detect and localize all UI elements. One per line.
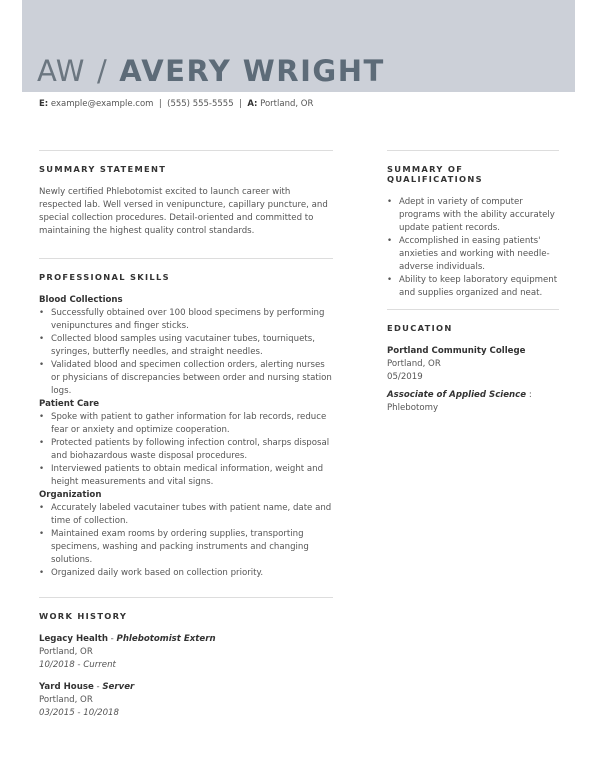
address: Portland, OR: [260, 99, 314, 109]
list-item: • Organized daily work based on collection priority.: [39, 567, 333, 580]
job-entry: Yard House - Server Portland, OR 03/2015 - 10/2018: [39, 681, 333, 720]
skill-group-title: Blood Collections: [39, 295, 123, 305]
skills-section: PROFESSIONAL SKILLS Blood Collections • Successfully obtained over 100 blood specimens by performing venipunctures and finger sticks. • Collected blood samples using vacutainer tubes, tourniquets, syringes, butterfly needles, and straight needles. • Validated blood and specimen collection orders, alerting nurses or physicians of discrepancies between order and nursing station logs. Patient Care • Spoke with patient to gather information for lab records, reduce fear or anxiety and optimize cooperation. • Protected patients by following infection control, sharps disposal and biohazardous waste disposal procedures. • Interviewed patients to obtain medical information, weight and height measurements and vital signs. Organization • Accurately labeled vacutainer tubes with patient name, date and time of collection. • Maintained exam rooms by ordering supplies, transporting specimens, washing and packing instruments and changing solutions. • Organized daily work based on collection priority.: [39, 258, 333, 580]
skill-group-title: Organization: [39, 490, 102, 500]
qualifications-section: SUMMARY OF QUALIFICATIONS • Adept in variety of computer programs with the ability accurately update patient records. • Accomplished in easing patients' anxieties and working with needle-adverse individuals. • Ability to keep laboratory equipment and supplies organized and neat.: [387, 150, 559, 300]
list-item: • Protected patients by following infection control, sharps disposal and biohazardous waste disposal procedures.: [39, 437, 333, 463]
job-dates: 03/2015 - 10/2018: [39, 708, 119, 718]
candidate-name: AW / AVERY WRIGHT: [37, 54, 385, 88]
contact-line: E: example@example.com | (555) 555-5555 | A: Portland, OR: [39, 99, 314, 109]
skill-group-title: Patient Care: [39, 399, 100, 409]
list-item: • Accurately labeled vacutainer tubes with patient name, date and time of collection.: [39, 502, 333, 528]
list-item: • Successfully obtained over 100 blood specimens by performing venipunctures and finger sticks.: [39, 307, 333, 333]
list-item: • Adept in variety of computer programs with the ability accurately update patient records.: [387, 196, 559, 235]
summary-section: SUMMARY STATEMENT Newly certified Phlebotomist excited to launch career with respected lab. Well versed in venipuncture, capillary puncture, and special collection procedures. Detail-oriented and committed to maintaining the highest quality control standards.: [39, 150, 333, 238]
work-section: WORK HISTORY Legacy Health - Phlebotomist Extern Portland, OR 10/2018 - Current Yard House - Server Portland, OR 03/2015 - 10/2018: [39, 597, 333, 720]
list-item: • Accomplished in easing patients' anxieties and working with needle-adverse individuals.: [387, 235, 559, 274]
employer: Legacy Health: [39, 634, 108, 644]
education-section: EDUCATION Portland Community College Portland, OR 05/2019 Associate of Applied Science : Phlebotomy: [387, 309, 559, 415]
list-item: • Ability to keep laboratory equipment and supplies organized and neat.: [387, 274, 559, 300]
phone: (555) 555-5555: [167, 99, 234, 109]
employer: Yard House: [39, 682, 94, 692]
job-dates: 10/2018 - Current: [39, 660, 116, 670]
job-entry: Legacy Health - Phlebotomist Extern Portland, OR 10/2018 - Current: [39, 633, 333, 672]
email: example@example.com: [50, 99, 154, 109]
list-item: • Collected blood samples using vacutainer tubes, tourniquets, syringes, butterfly needles, and straight needles.: [39, 333, 333, 359]
job-role: Phlebotomist Extern: [116, 634, 216, 644]
job-location: Portland, OR: [39, 695, 93, 705]
list-item: • Validated blood and specimen collection orders, alerting nurses or physicians of discrepancies between order and nursing station logs.: [39, 359, 333, 398]
list-item: • Maintained exam rooms by ordering supplies, transporting specimens, washing and packing instruments and changing solutions.: [39, 528, 333, 567]
list-item: • Interviewed patients to obtain medical information, weight and height measurements and vital signs.: [39, 463, 333, 489]
list-item: • Spoke with patient to gather information for lab records, reduce fear or anxiety and optimize cooperation.: [39, 411, 333, 437]
job-role: Server: [102, 682, 135, 692]
job-location: Portland, OR: [39, 647, 93, 657]
